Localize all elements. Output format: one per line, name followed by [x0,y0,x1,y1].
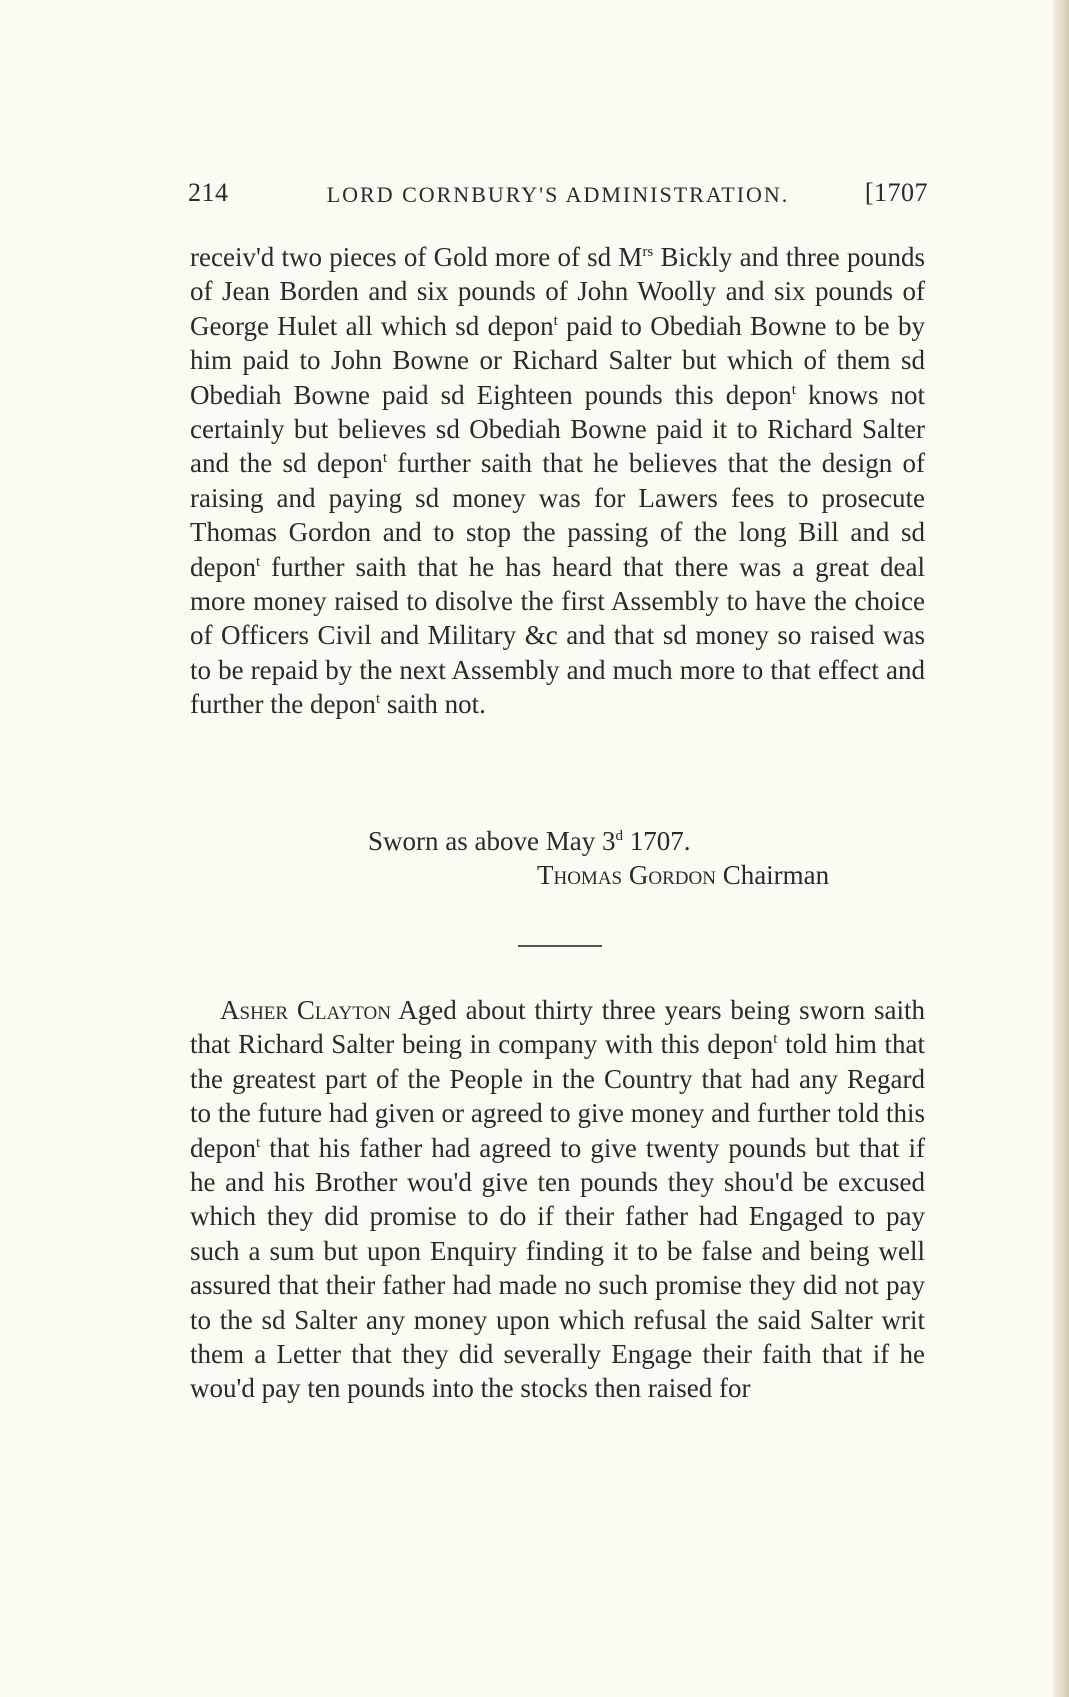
signature-line [537,858,829,892]
header-year: [1707 [864,178,928,207]
deposition-paragraph-2 [190,993,925,1406]
sworn-line: Sworn as above May 3$^d$ 1707. [368,826,691,856]
signer-name: Thomas Gordon [537,860,716,890]
running-title: LORD CORNBURY'S ADMINISTRATION. [326,182,790,207]
page-edge [1053,0,1069,1697]
section-divider [518,945,602,947]
paragraph-text: receiv'd two pieces of Gold more of sd $M^{rs}$ Bickly and three pounds of Jean Borden and six pounds of John Woolly and six pounds of George Hulet all which sd depon$^t$ paid to Obediah Bowne to be by him paid to John Bowne or Richard Salter but which of them sd Obediah Bowne paid sd Eighteen pounds this depon$^t$ knows not certainly but believes sd Obediah Bowne paid it to Richard Salter and the sd depon$^t$ further saith that he believes that the design of raising and paying sd money was for Lawers fees to prosecute Thomas Gordon and to stop the passing of the long Bill and sd depon$^t$ further saith that he has heard that there was a great deal more money raised to disolve the first Assembly to have the choice of Officers Civil and Military &c and that sd money so raised was to be repaid by the next Assembly and much more to that effect and further the depon$^t$ saith not. [190,242,926,720]
deposition-paragraph-1 [190,240,925,722]
paragraph-text: Asher Clayton Aged about thirty three years being sworn saith that Richard Salter being in company with this depon$^t$ told him that the greatest part of the People in the Country that had any Regard to the future had given or agreed to give money and further told this depon$^t$ that his father had agreed to give twenty pounds but that if he and his Brother wou'd give ten pounds they shou'd be excused which they did promise to do if their father had Engaged to pay such a sum but upon Enquiry finding it to be false and being well assured that their father had made no such promise they did not pay to the sd Salter any money upon which refusal the said Salter writ them a Letter that they did severally Engage their faith that if he wou'd pay ten pounds into the stocks then raised for [190,995,925,1404]
deponent-name: Asher Clayton [220,995,391,1025]
page-number: 214 [188,178,229,207]
running-header [188,178,928,212]
signer-title: Chairman [715,860,830,890]
